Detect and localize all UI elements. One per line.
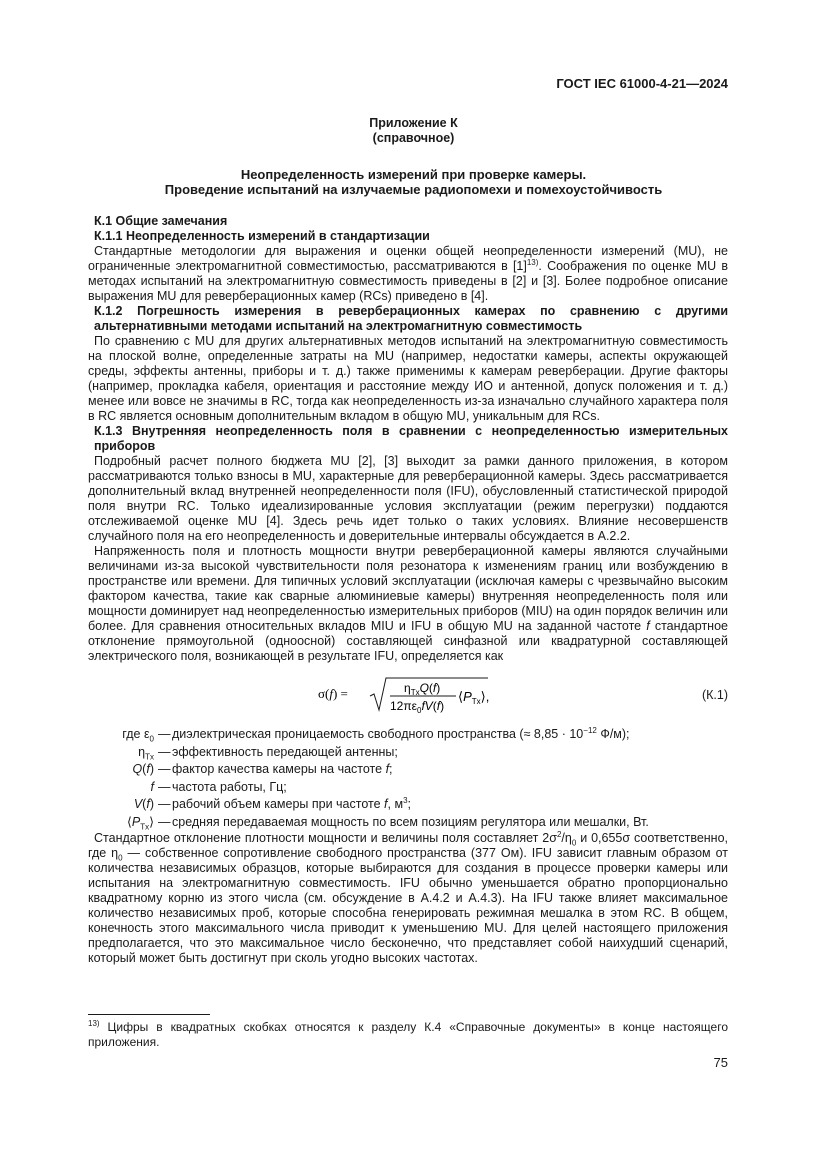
paragraph-k11: Стандартные методологии для выражения и оценки общей неопределенности измерений (MU), не ограниченные электромагнитной совместимостью, рассматриваются в $[1]^{13)}$. Соображения по оценке MU в методах испытаний на электромагнитную совместимость приведены в [2] и [3]. Более подробное описание выражения MU для реверберационных камер (RCs) приведено в [4]. <box>88 244 728 303</box>
paragraph-k12: По сравнению с MU для других альтернативных методов испытаний на электромагнитную совместимость на плоской волне, определенные затраты на MU (например, недостатки камеры, аспекты окружающей среды, эффекты антенны, приборы и т. д.) также применимы к камерам реверберации. Другие факторы (например, прокладка кабеля, ориентация и расстояние между ИО и антенной, допуск положения и т. д.) менее или вовсе не значимы в RC, тогда как неопределенность из-за изначально случайного характера поля в RC является основным дополнительным вкладом в общую MU, уникальным для RCs. <box>88 334 728 423</box>
closing-paragraph: Стандартное отклонение плотности мощности и величины поля составляет $2\sigma^2/\eta_0$ и 0,655σ соответственно, где $\eta_0$ — собственное сопротивление свободного пространства (377 Ом). IFU зависит главным образом от количества независимых образцов, которые выбираются для создания в процессе проверки камеры или испытания на электромагнитную совместимость. IFU обычно уменьшается обратно пропорционально квадратному корню из этого числа (см. обсуждение в А.4.2 и А.4.3). На IFU также влияет максимальное количество независимых проб, которые способна генерировать режимная мешалка в этом RC. В общем, конечность этого максимального числа приводит к уменьшению MU. Для целей настоящего приложения предполагается, что это максимальное число бесконечно, что представляет собой наихудший сценарий, который может быть достигнут при сколь угодно высоких частотах. <box>88 829 729 965</box>
definition-row: $⟨P_{Tx}⟩$ — средняя передаваемая мощность по всем позициям регулятора или мешалки, Вт. <box>126 814 649 831</box>
equation-number: (К.1) <box>701 688 728 702</box>
equation-k1 <box>88 672 728 720</box>
definition-row: где $\varepsilon_0$ — диэлектрическая проницаемость свободного пространства (≈ $8,85 \cdot 10^{-12}$ Ф/м); <box>122 725 630 744</box>
footnote-mark: 13) <box>88 1019 100 1028</box>
equation-formula <box>318 674 578 718</box>
definition-row: f — частота работы, Гц; <box>150 779 287 794</box>
equation-ptx: $⟨P_{Tx}⟩$, <box>458 689 490 706</box>
definition-row: V(f) — рабочий объем камеры при частоте f, $м^3$; <box>133 795 411 811</box>
footnote: $^{13)}$ Цифры в квадратных скобках относятся к разделу К.4 «Справочные документы» в конце настоящего приложения. <box>88 1019 728 1049</box>
definition-row: $\eta_{Tx}$ — эффективность передающей антенны; <box>138 744 398 761</box>
paragraph-k13-1: Подробный расчет полного бюджета MU [2], [3] выходит за рамки данного приложения, в котором рассматриваются только взносы в MU, характерные для реверберационной камеры. Здесь рассматривается дополнительный вклад внутренней неопределенности поля (IFU), обусловленный статистической природой поля внутри RC. Только идеализированные условия эксплуатации (режим перегрузки) поддаются отслеживаемой оценке MU [4]. Здесь речь идет только о таких условиях. Влияние несовершенств случайного поля на его неопределенность и доверительные интервалы обсуждается в А.2.2. <box>88 454 728 543</box>
paragraph-k13-2: Напряженность поля и плотность мощности внутри реверберационной камеры являются случайными величинами из-за высокой чувствительности поля резонатора к изменениям границ или возбуждению в пространстве или времени. Для типичных условий эксплуатации (исключая камеры с чрезвычайно высоким фактором качества, такие как сварные алюминиевые камеры) внутренняя неопределенность поля или мощности доминирует над неопределенностью измерительных приборов (MIU) на один порядок величин или более. Для сравнения относительных вкладов MIU и IFU в общую MU на заданной частоте f стандартное отклонение прямоугольной (одноосной) составляющей синфазной или квадратурной составляющей электрического поля, возникающей в результате IFU, определяется как <box>88 544 728 663</box>
document-id-header: ГОСТ IEC 61000-4-21—2024 <box>556 76 728 91</box>
section-heading-k1: К.1 Общие замечания <box>94 214 228 228</box>
equation-denominator: $12\pi\varepsilon_0fV(f)$ <box>390 699 445 715</box>
footnote-separator <box>88 1014 210 1015</box>
footnote-reference: 13) <box>526 257 539 267</box>
equation-numerator: $\eta_{Tx}Q(f)$ <box>404 681 441 697</box>
section-heading-k13: К.1.3 Внутренняя неопределенность поля в сравнении с неопределенностью измерительных приборов <box>94 424 728 453</box>
page-number: 75 <box>713 1055 728 1070</box>
definition-row: Q(f) — фактор качества камеры на частоте f; <box>132 762 393 776</box>
main-title-line-2: Проведение испытаний на излучаемые радиопомехи и помехоустойчивость <box>164 182 663 197</box>
section-heading-k11: К.1.1 Неопределенность измерений в стандартизации <box>94 229 430 243</box>
equation-lhs: σ(f) = <box>318 686 348 701</box>
main-content <box>88 214 728 966</box>
annex-title: Приложение К <box>369 116 458 130</box>
section-heading-k12: К.1.2 Погрешность измерения в реверберационных камерах по сравнению с другими альтернативными методами испытаний на электромагнитную совместимость <box>94 304 728 333</box>
definitions-list <box>88 726 728 831</box>
main-title-line-1: Неопределенность измерений при проверке камеры. <box>240 167 587 182</box>
annex-type: (справочное) <box>372 131 455 145</box>
